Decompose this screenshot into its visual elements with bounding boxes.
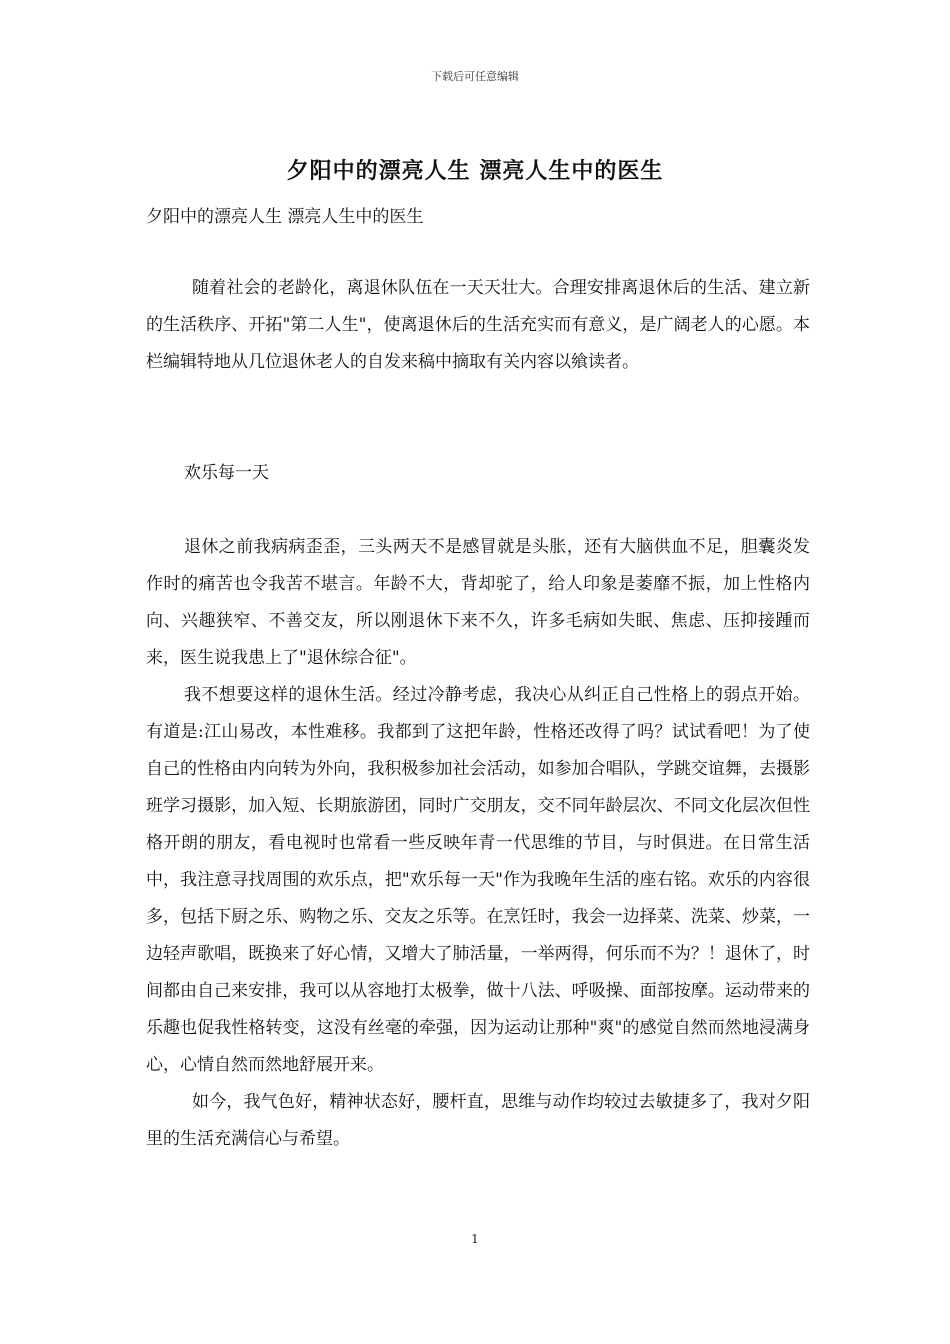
page-number: 1 (471, 1232, 479, 1246)
document-subtitle: 夕阳中的漂亮人生 漂亮人生中的医生 (146, 207, 424, 227)
page-header: 下载后可任意编辑 (431, 70, 519, 83)
intro-paragraph: 随着社会的老龄化，离退休队伍在一天天壮大。合理安排离退休后的生活、建立新的生活秩序、开拓"第二人生"，使离退休后的生活充实而有意义，是广阔老人的心愿。本栏编辑特地从几位退休老人的自发来稿中摘取有关内容以飨读者。 (146, 278, 810, 372)
intro-block (146, 270, 810, 381)
body-paragraph-2: 我不想要这样的退休生活。经过冷静考虑，我决心从纠正自己性格上的弱点开始。有道是:江山易改，本性难移。我都到了这把年龄，性格还改得了吗？试试看吧！为了使自己的性格由内向转为外向，我积极参加社会活动，如参加合唱队，学跳交谊舞，去摄影班学习摄影，加入短、长期旅游团，同时广交朋友，交不同年龄层次、不同文化层次但性格开朗的朋友，看电视时也常看一些反映年青一代思维的节目，与时俱进。在日常生活中，我注意寻找周围的欢乐点，把"欢乐每一天"作为我晚年生活的座右铭。欢乐的内容很多，包括下厨之乐、购物之乐、交友之乐等。在烹饪时，我会一边择菜、洗菜、炒菜，一边轻声歌唱，既换来了好心情，又增大了肺活量，一举两得，何乐而不为？！退休了，时间都由自己来安排，我可以从容地打太极拳，做十八法、呼吸操、面部按摩。运动带来的乐趣也促我性格转变，这没有丝毫的牵强，因为运动让那种"爽"的感觉自然而然地浸满身心，心情自然而然地舒展开来。 (146, 685, 810, 1075)
document-title: 夕阳中的漂亮人生 漂亮人生中的医生 (286, 158, 664, 184)
body-paragraph-3: 如今，我气色好，精神状态好，腰杆直，思维与动作均较过去敏捷多了，我对夕阳里的生活充满信心与希望。 (146, 1092, 810, 1149)
section-title: 欢乐每一天 (184, 463, 269, 483)
article-body (146, 529, 810, 1158)
body-paragraph-1: 退休之前我病病歪歪，三头两天不是感冒就是头胀，还有大脑供血不足，胆囊炎发作时的痛苦也令我苦不堪言。年龄不大，背却驼了，给人印象是萎靡不振，加上性格内向、兴趣狭窄、不善交友，所以刚退休下来不久，许多毛病如失眠、焦虑、压抑接踵而来，医生说我患上了"退休综合征"。 (146, 537, 810, 668)
